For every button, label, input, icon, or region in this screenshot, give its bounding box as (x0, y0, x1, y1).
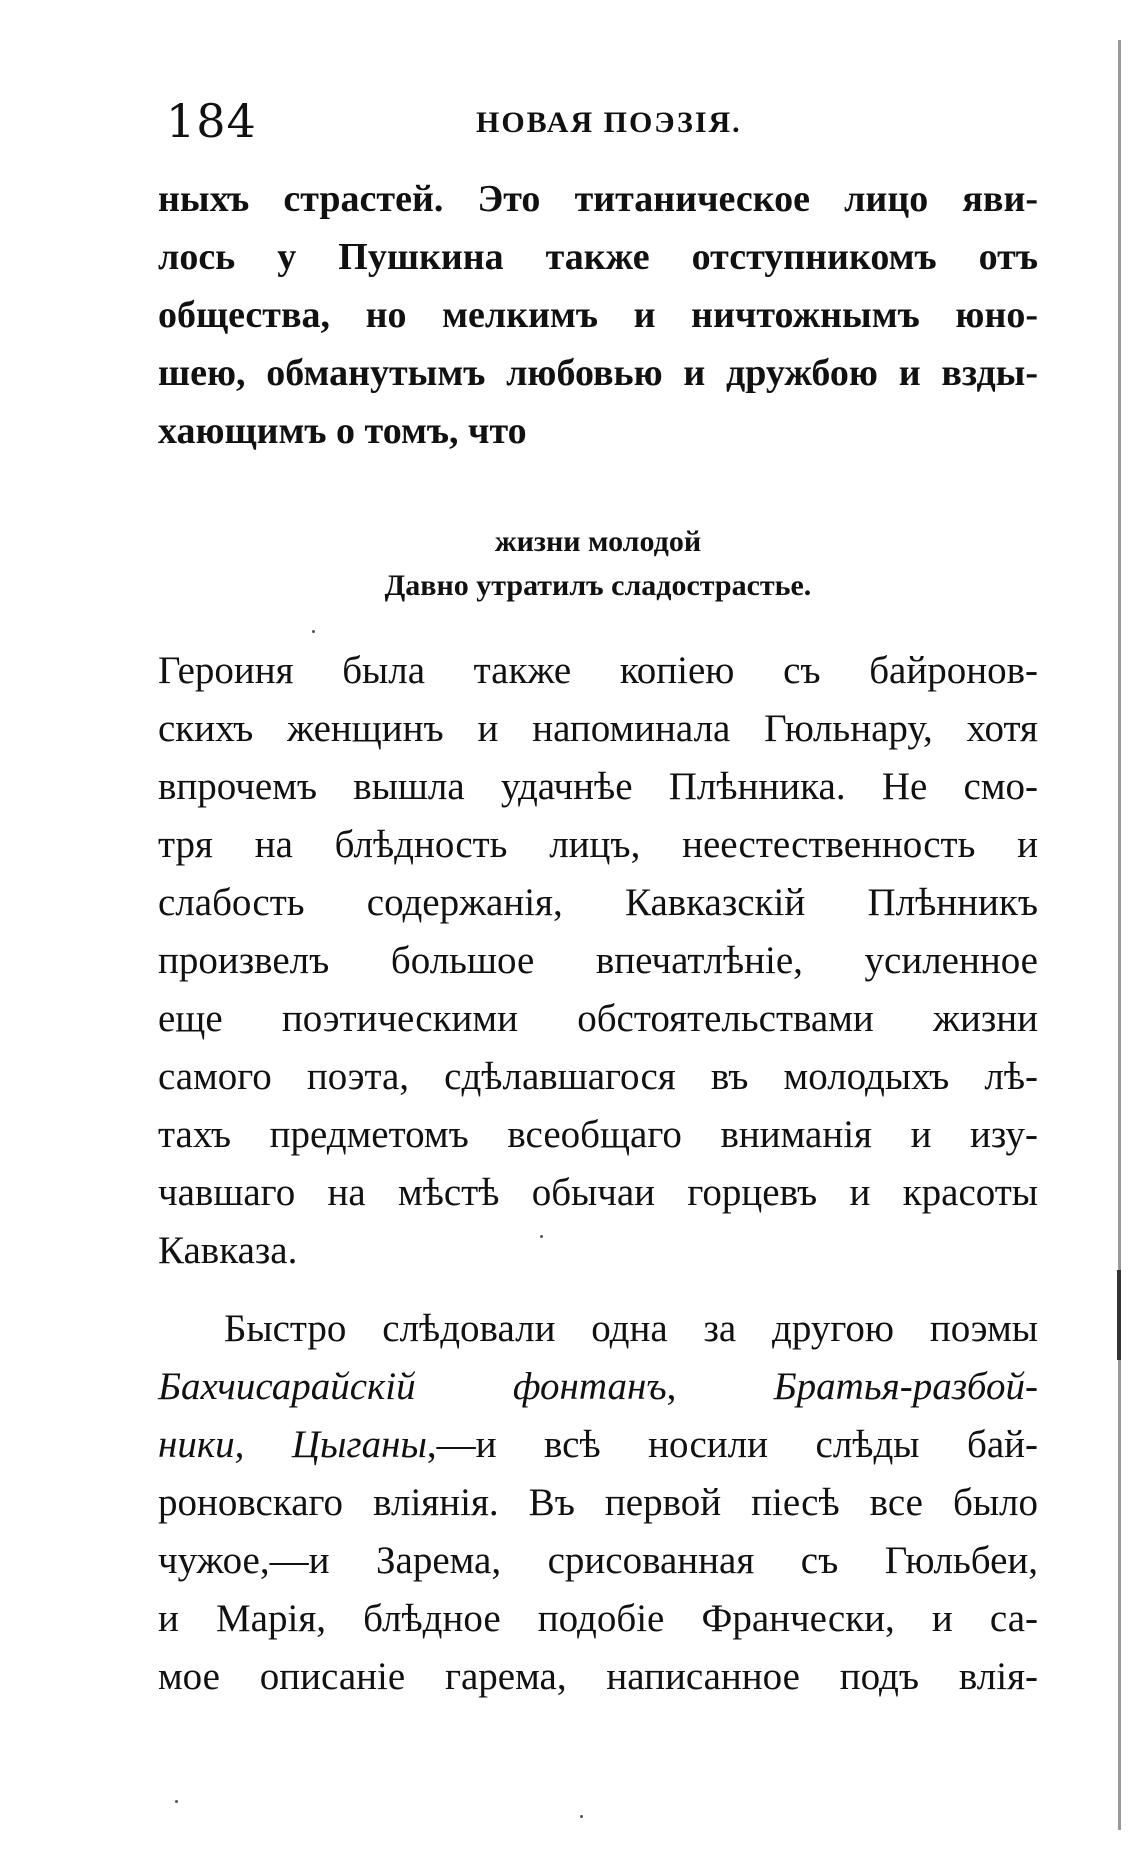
text-line: и Марія, блѣдное подобіе Франчески, и са- (158, 1597, 1038, 1640)
scan-speck (175, 1800, 178, 1803)
text-line: хающимъ о томъ, что (158, 410, 527, 452)
running-title: НОВАЯ ПОЭЗІЯ. (476, 106, 742, 139)
text-line: общества, но мелкимъ и ничтожнымъ юно- (158, 294, 1038, 336)
text-line: Героиня была также копіею съ байронов- (158, 649, 1038, 692)
text-fragment: ,—и всѣ носили слѣды бай- (426, 1423, 1038, 1466)
text-line: скихъ женщинъ и напоминала Гюльнару, хотя (158, 707, 1038, 750)
poem-title: Бахчисарайскій фонтанъ (158, 1365, 667, 1408)
text-line: чавшаго на мѣстѣ обычаи горцевъ и красоты (158, 1171, 1038, 1214)
separator: , (666, 1365, 774, 1408)
text-line: тахъ предметомъ всеобщаго вниманія и изу- (158, 1113, 1038, 1156)
paragraph-3 (158, 1300, 1038, 1706)
verse-line: Давно утратилъ сладострастье. (384, 569, 812, 602)
text-line: мое описаніе гарема, написанное подъ влія- (158, 1655, 1038, 1698)
scan-speck (312, 630, 315, 633)
page-edge-mark (1117, 1270, 1121, 1360)
text-line: слабость содержанія, Кавказскій Плѣнникъ (158, 881, 1038, 924)
text-line (158, 1416, 1038, 1474)
paragraph-1 (158, 170, 1038, 460)
text-line: роновскаго вліянія. Въ первой піесѣ все было (158, 1481, 1038, 1524)
text-line: лось у Пушкина также отступникомъ отъ (158, 236, 1038, 278)
poem-title: Братья-разбой- (773, 1365, 1038, 1408)
text-line: чужое,—и Зарема, срисованная съ Гюльбеи, (158, 1539, 1038, 1582)
scan-speck (540, 1235, 543, 1238)
text-line (158, 1358, 1038, 1416)
text-line: Быстро слѣдовали одна за другою поэмы (224, 1307, 1038, 1350)
text-line: еще поэтическими обстоятельствами жизни (158, 997, 1038, 1040)
text-line: тря на блѣдность лицъ, неестественность и (158, 823, 1038, 866)
verse-quote (158, 520, 1038, 608)
paragraph-2 (158, 642, 1038, 1280)
text-line: произвелъ большое впечатлѣніе, усиленное (158, 939, 1038, 982)
poem-title: ники, Цыганы (158, 1423, 427, 1466)
scan-speck (580, 1815, 583, 1818)
page-number: 184 (166, 94, 257, 148)
text-line: шею, обманутымъ любовью и дружбою и взды- (158, 352, 1038, 394)
text-line: самого поэта, сдѣлавшагося въ молодыхъ лѣ- (158, 1055, 1038, 1098)
text-line: ныхъ страстей. Это титаническое лицо яви- (158, 178, 1038, 220)
text-line: впрочемъ вышла удачнѣе Плѣнника. Не смо- (158, 765, 1038, 808)
text-line: Кавказа. (158, 1229, 298, 1272)
page-header (158, 94, 1038, 154)
page-edge-line (1118, 40, 1121, 1830)
verse-line: жизни молодой (494, 525, 702, 558)
